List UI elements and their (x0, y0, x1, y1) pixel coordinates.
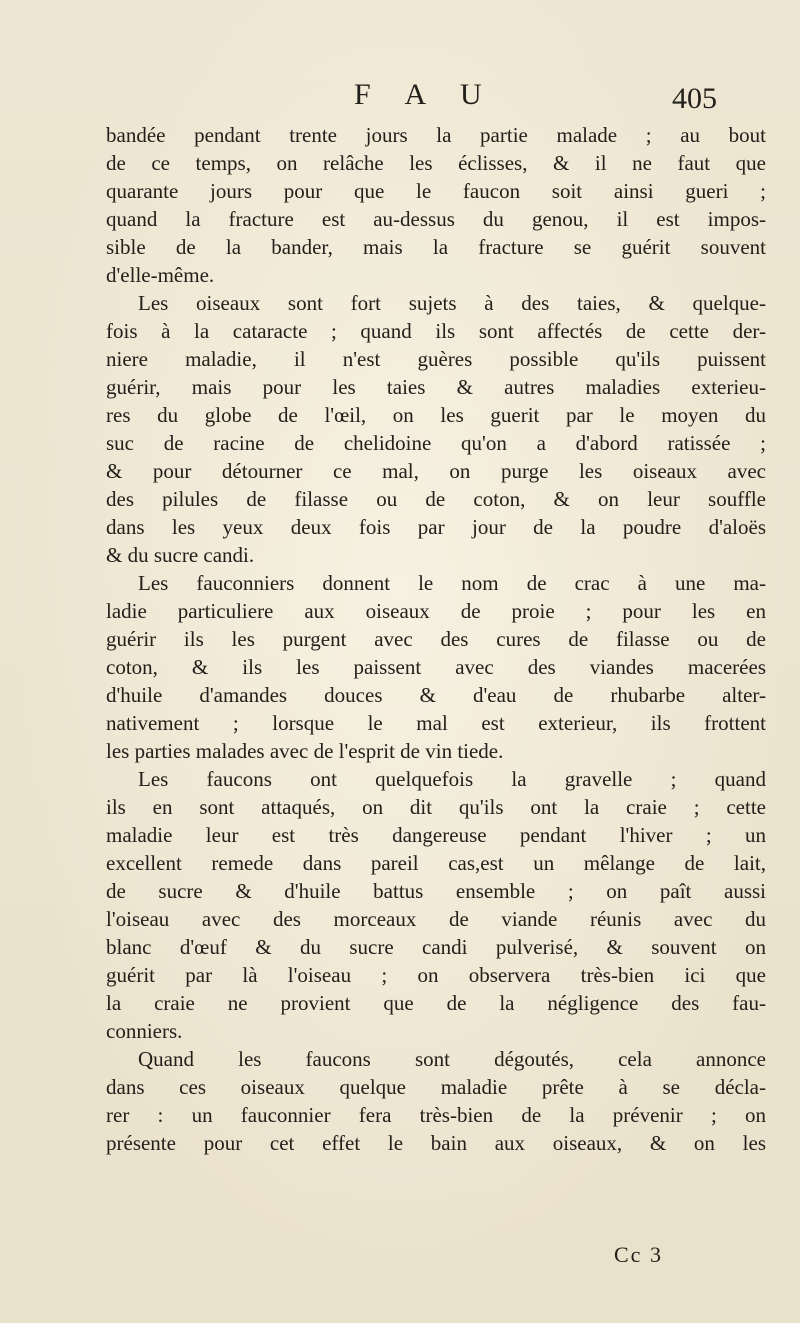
text-line: sible de la bander, mais la fracture se guérit souvent (106, 235, 766, 259)
text-line: présente pour cet effet le bain aux oiseaux, & on les (106, 1131, 766, 1155)
text-line: fois à la cataracte ; quand ils sont affectés de cette der- (106, 319, 766, 343)
text-line: de sucre & d'huile battus ensemble ; on paît aussi (106, 879, 766, 903)
text-line: nativement ; lorsque le mal est exterieur, ils frottent (106, 711, 766, 735)
text-line: guérit par là l'oiseau ; on observera très-bien ici que (106, 963, 766, 987)
text-line: ils en sont attaqués, on dit qu'ils ont la craie ; cette (106, 795, 766, 819)
text-line: niere maladie, il n'est guères possible qu'ils puissent (106, 347, 766, 371)
text-line: des pilules de filasse ou de coton, & on leur souffle (106, 487, 766, 511)
text-line: dans ces oiseaux quelque maladie prête à se décla- (106, 1075, 766, 1099)
signature-catchword: Cc 3 (614, 1242, 663, 1267)
paragraph-first-line: Les fauconniers donnent le nom de crac à une ma- (138, 571, 766, 595)
text-line: coton, & ils les paissent avec des viandes macerées (106, 655, 766, 679)
running-head (0, 76, 800, 126)
text-line: & pour détourner ce mal, on purge les oiseaux avec (106, 459, 766, 483)
text-line: rer : un fauconnier fera très-bien de la prévenir ; on (106, 1103, 766, 1127)
text-line: blanc d'œuf & du sucre candi pulverisé, & souvent on (106, 935, 766, 959)
text-line: quand la fracture est au-dessus du genou, il est impos- (106, 207, 766, 231)
text-line: de ce temps, on relâche les éclisses, & il ne faut que (106, 151, 766, 175)
text-line: la craie ne provient que de la négligence des fau- (106, 991, 766, 1015)
text-line: les parties malades avec de l'esprit de vin tiede. (106, 739, 504, 763)
text-line: bandée pendant trente jours la partie malade ; au bout (106, 123, 766, 147)
text-line: maladie leur est très dangereuse pendant l'hiver ; un (106, 823, 766, 847)
text-line: res du globe de l'œil, on les guerit par le moyen du (106, 403, 766, 427)
text-line: quarante jours pour que le faucon soit ainsi gueri ; (106, 179, 766, 203)
page-number: 405 (672, 82, 717, 115)
text-line: d'elle-même. (106, 263, 215, 287)
running-head-title: F A U (354, 78, 496, 111)
text-line: dans les yeux deux fois par jour de la poudre d'aloës (106, 515, 766, 539)
text-line: l'oiseau avec des morceaux de viande réunis avec du (106, 907, 766, 931)
text-line: d'huile d'amandes douces & d'eau de rhubarbe alter- (106, 683, 766, 707)
text-line: guérir, mais pour les taies & autres maladies exterieu- (106, 375, 766, 399)
text-line: conniers. (106, 1019, 183, 1043)
paragraph-first-line: Les oiseaux sont fort sujets à des taies, & quelque- (138, 291, 766, 315)
text-line: ladie particuliere aux oiseaux de proie ; pour les en (106, 599, 766, 623)
text-line: excellent remede dans pareil cas,est un mêlange de lait, (106, 851, 766, 875)
text-line: suc de racine de chelidoine qu'on a d'abord ratissée ; (106, 431, 766, 455)
text-line: guérir ils les purgent avec des cures de filasse ou de (106, 627, 766, 651)
text-line: & du sucre candi. (106, 543, 255, 567)
paragraph-first-line: Quand les faucons sont dégoutés, cela annonce (138, 1047, 766, 1071)
body-text (106, 121, 766, 1157)
paragraph-first-line: Les faucons ont quelquefois la gravelle ; quand (138, 767, 766, 791)
